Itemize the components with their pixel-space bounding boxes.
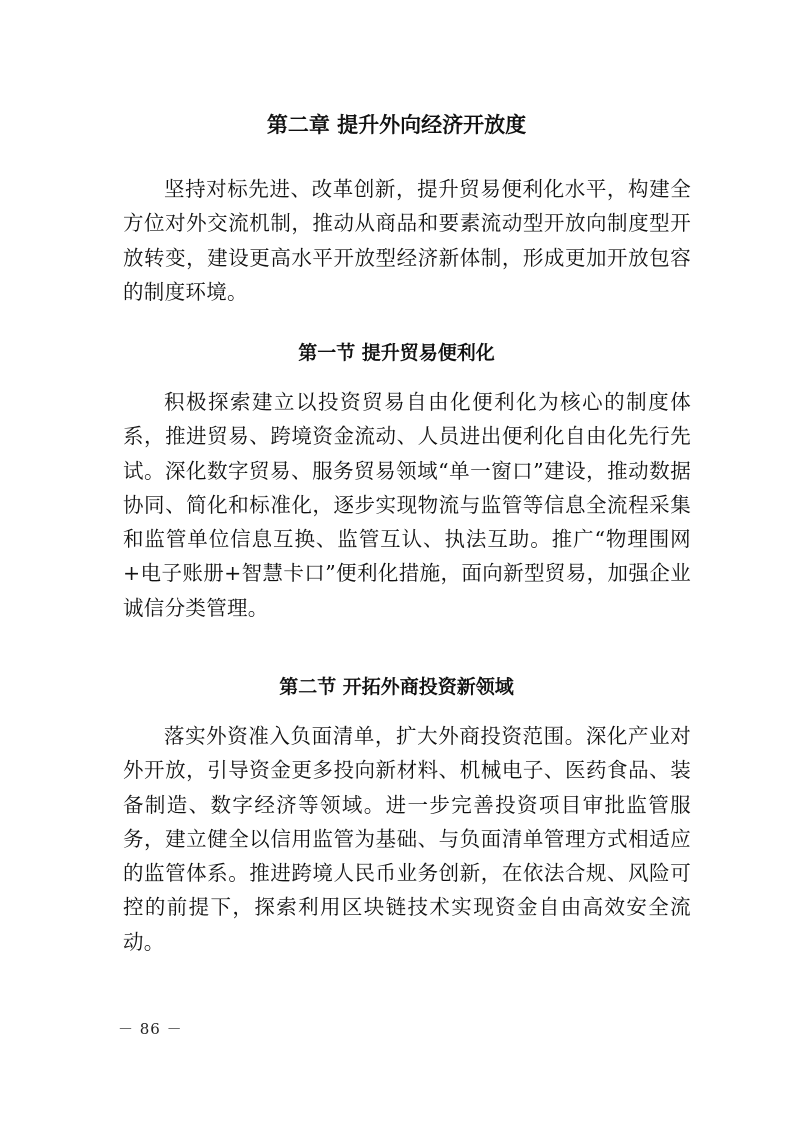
section-body-foreign-investment: 落实外资准入负面清单，扩大外商投资范围。深化产业对外开放，引导资金更多投向新材料、机械电子、医药食品、装备制造、数字经济等领域。进一步完善投资项目审批监管服务，建立健全以信用监管为基础、与负面清单管理方式相适应的监管体系。推进跨境人民币业务创新，在依法合规、风险可控的前提下，探索利用区块链技术实现资金自由高效安全流动。: [123, 724, 691, 954]
section-title-foreign-investment: 第二节 开拓外商投资新领域: [279, 676, 514, 698]
page-number: － 86 －: [118, 1020, 183, 1038]
chapter-title: 第二章 提升外向经济开放度: [266, 113, 527, 137]
section-body-trade-facilitation: 积极探索建立以投资贸易自由化便利化为核心的制度体系，推进贸易、跨境资金流动、人员进出便利化自由化先行先试。深化数字贸易、服务贸易领域“单一窗口”建设，推动数据协同、简化和标准化，逐步实现物流与监管等信息全流程采集和监管单位信息互换、监管互认、执法互助。推广“物理围网+电子账册+智慧卡口”便利化措施，面向新型贸易，加强企业诚信分类管理。: [123, 390, 691, 620]
chapter-intro-paragraph: 坚持对标先进、改革创新，提升贸易便利化水平，构建全方位对外交流机制，推动从商品和要素流动型开放向制度型开放转变，建设更高水平开放型经济新体制，形成更加开放包容的制度环境。: [123, 177, 691, 304]
section-title-trade-facilitation: 第一节 提升贸易便利化: [298, 342, 495, 364]
